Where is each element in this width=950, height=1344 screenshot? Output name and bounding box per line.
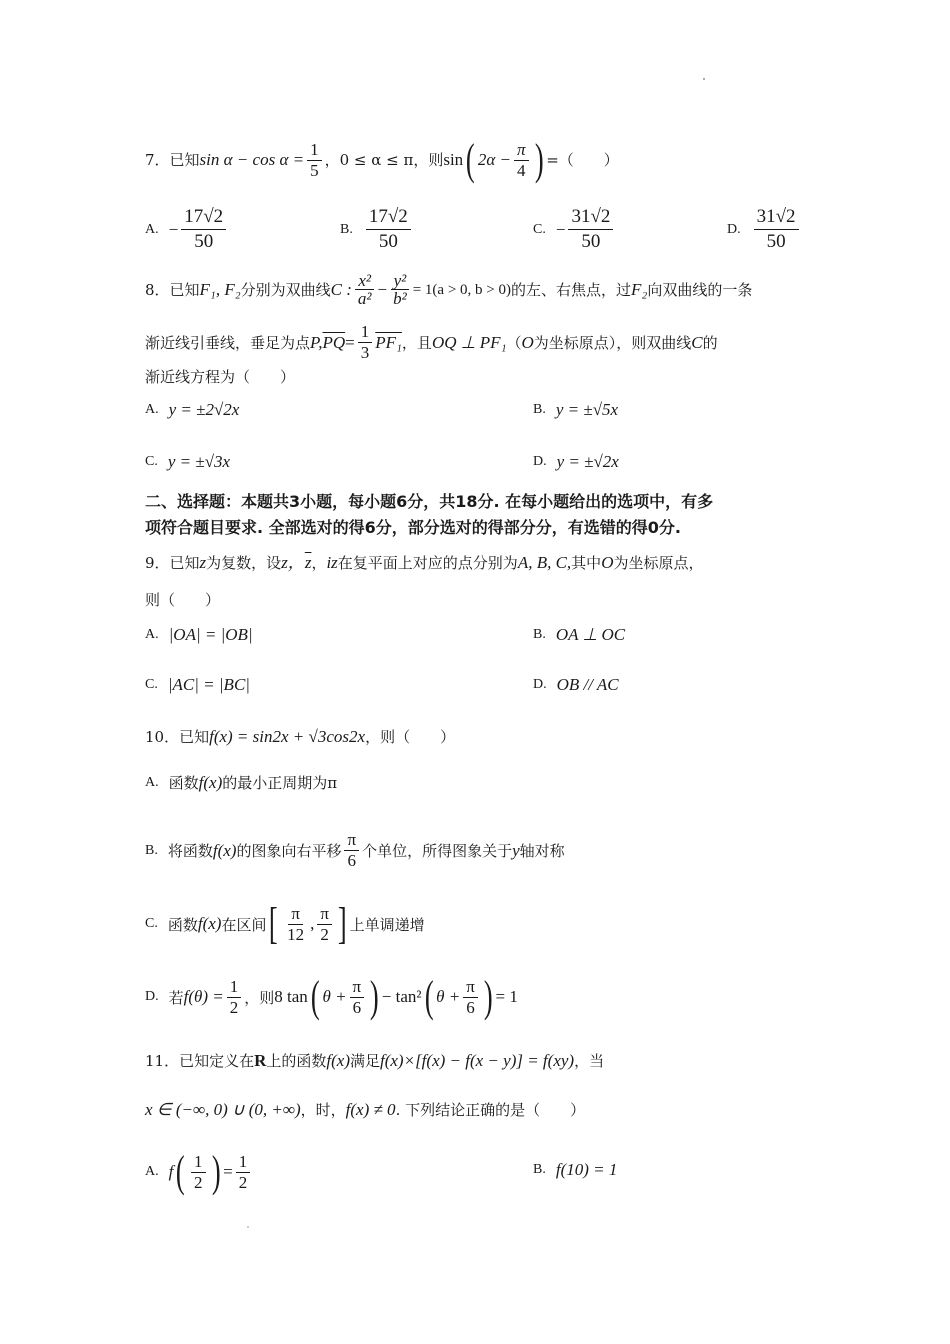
q9-option-b[interactable]: B. OA ⊥ OC	[533, 625, 626, 644]
q10-option-a[interactable]: A. 函数 f(x) 的最小正周期为π	[145, 772, 338, 792]
q11-option-a[interactable]: A. f ( $\frac{1}{2}$ ) = $\frac{1}{2}$	[145, 1150, 253, 1194]
q8-option-b[interactable]: B. y = ±√5x	[533, 400, 619, 419]
q8-stem-line-1: 8．已知 F₁, F₂ 分别为双曲线 C : $\frac{\text{x²}}{\text{a²}}$ − $\frac{\text{y²}}{\text{b²}}$ = 1(a > 0, b > 0) 的左、右焦点，过 F₂ 向双曲线的一条	[145, 271, 753, 308]
q9-stem-line-1: 9．已知 z 为复数，设 z， $\overline{z}$ ， iz 在复平面上对应的点分别为 A, B, C, 其中 O 为坐标原点，	[145, 553, 704, 572]
scan-speck	[703, 78, 705, 80]
q11-stem-line-2: x ∈ (−∞, 0) ∪ (0, +∞) ，时， f(x) ≠ 0 . 下列结论正确的是（ ）	[145, 1100, 586, 1119]
q8-option-d[interactable]: D. y = ±√2x	[533, 452, 619, 471]
q9-option-c[interactable]: C. |AC| = |BC|	[145, 675, 250, 694]
scan-speck-2	[247, 1226, 249, 1228]
q10-option-b[interactable]: B. 将函数 f(x) 的图象向右平移 $\frac{\pi}{6}$ 个单位，所得图象关于 y 轴对称	[145, 830, 565, 870]
section-2-heading-line-1: 二、选择题：本题共3小题，每小题6分，共18分. 在每小题给出的选项中，有多	[145, 492, 714, 511]
section-2-heading-line-2: 项符合题目要求. 全部选对的得6分，部分选对的得部分分，有选错的得0分.	[145, 518, 681, 537]
q8-option-c[interactable]: C. y = ±√3x	[145, 452, 231, 471]
q9-option-a[interactable]: A. |OA| = |OB|	[145, 625, 253, 644]
q7-option-a[interactable]: A. − $\frac{17√2}{50}$	[145, 205, 229, 254]
q8-option-a[interactable]: A. y = ±2√2x	[145, 400, 240, 419]
q9-stem-line-2: 则（ ）	[145, 591, 221, 609]
q7-option-b[interactable]: B. $\frac{17√2}{50}$	[340, 205, 414, 254]
q8-stem-line-3: 渐近线方程为（ ）	[145, 368, 296, 386]
q11-stem-line-1: 11．已知定义在 R 上的函数 f(x) 满足 f(x)×[f(x) − f(x − y)] = f(xy) ，当	[145, 1051, 605, 1070]
q7-stem: 7．已知 sin α − cos α = $\frac{1}{5}$ ，0 ≤ α ≤ π，则 sin ( 2α − $\frac{\pi}{4}$ ) =（ ）	[145, 135, 619, 184]
q7-option-d[interactable]: D. $\frac{31√2}{50}$	[727, 205, 802, 254]
q7-frac-1-5: $\frac{1}{5}$	[307, 140, 322, 181]
q9-option-d[interactable]: D. OB // AC	[533, 675, 619, 694]
q10-option-d[interactable]: D. 若 f(θ) = $\frac{1}{2}$ ，则 8 tan ( θ + $\frac{\pi}{6}$ ) − tan² ( θ + $\frac{\pi}{6}$ ) = 1	[145, 972, 518, 1021]
q11-option-b[interactable]: B. f(10) = 1	[533, 1160, 618, 1179]
q10-option-c[interactable]: C. 函数 f(x) 在区间 [ $\frac{\pi}{12}$ , $\frac{\pi}{2}$ ] 上单调递增	[145, 899, 425, 948]
q8-stem-line-2: 渐近线引垂线，垂足为点 P, $\overline{PQ}$ = $\frac{1}{3}$ PF₁ ，且 OQ ⊥ PF₁ （ O 为坐标原点），则双曲线 C 的	[145, 322, 718, 362]
q10-stem: 10．已知 f(x) = sin2x + √3cos2x ，则（ ）	[145, 727, 456, 746]
q7-frac-pi-4: $\frac{\pi}{4}$	[514, 140, 529, 181]
q7-option-c[interactable]: C. − $\frac{31√2}{50}$	[533, 205, 616, 254]
